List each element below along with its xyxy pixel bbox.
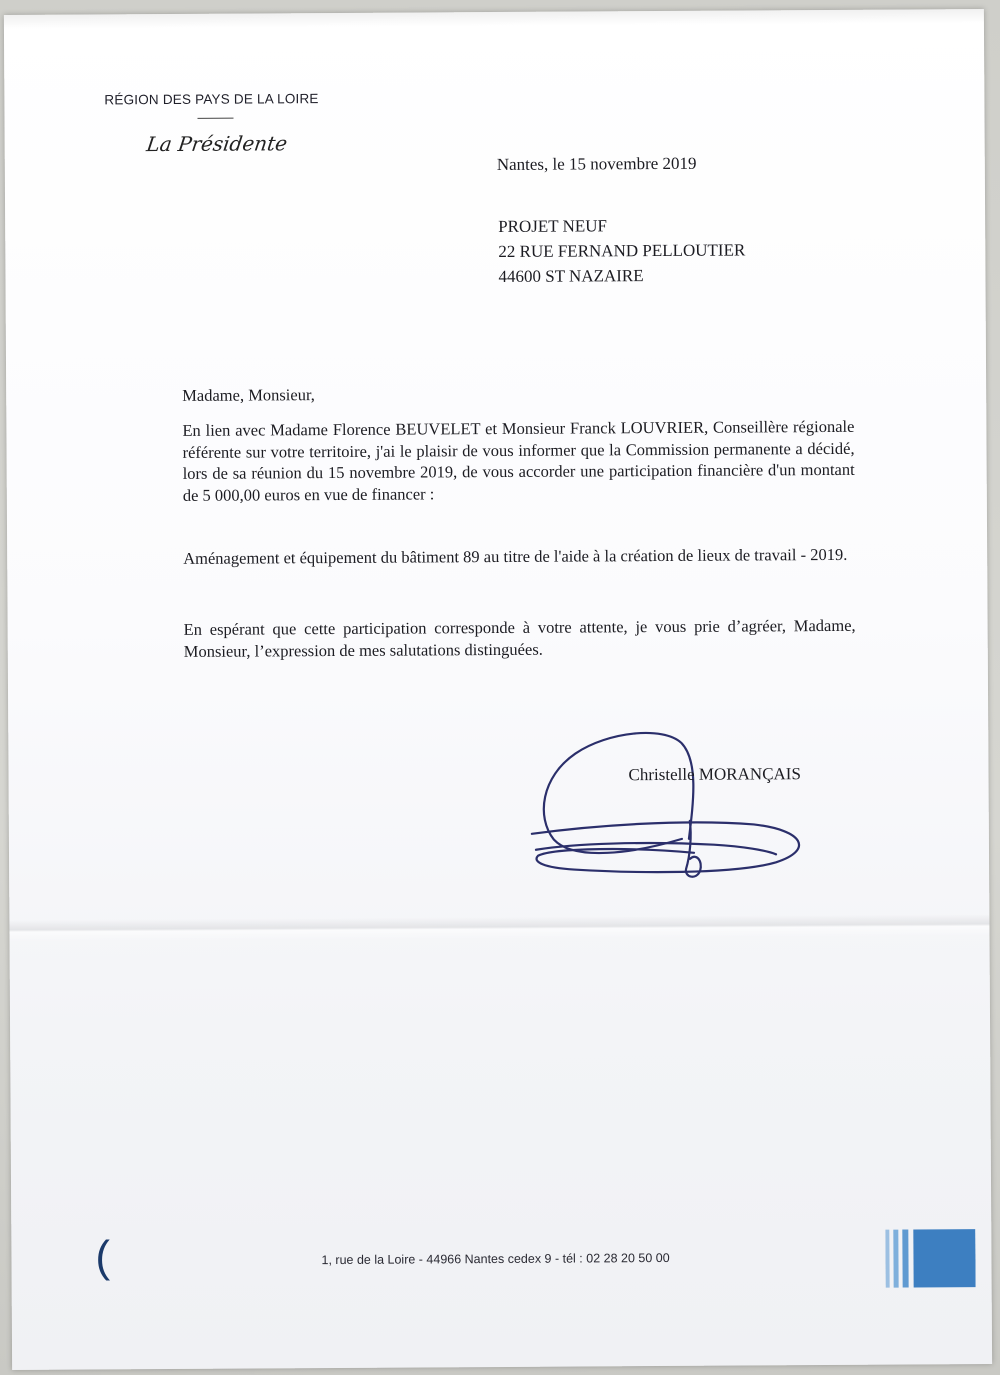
letterhead-divider: [198, 118, 234, 119]
body-paragraph-1: En lien avec Madame Florence BEUVELET et Monsieur Franck LOUVRIER, Conseillère régionale référente sur votre territoire, j'ai le plaisir de vous informer que la Commission permanente a décidé, lors de sa réunion du 15 novembre 2019, de vous accorder une participation financière d'un montant de 5 000,00 euros en vue de financer :: [182, 416, 855, 505]
recipient-line-2: 22 RUE FERNAND PELLOUTIER: [498, 240, 746, 261]
recipient-line-1: PROJET NEUF: [498, 216, 608, 236]
letterhead-organization: RÉGION DES PAYS DE LA LOIRE: [104, 91, 319, 108]
footer-bracket: (: [95, 1232, 111, 1282]
recipient-line-3: 44600 ST NAZAIRE: [498, 266, 644, 286]
letterhead-title: La Présidente: [145, 131, 289, 157]
fold-crease: [9, 914, 989, 942]
footer-address: 1, rue de la Loire - 44966 Nantes cedex 9 - tél : 02 28 20 50 00: [321, 1250, 670, 1268]
page-shadow-top: [4, 9, 984, 29]
handwritten-signature: [513, 720, 814, 892]
salutation: Madame, Monsieur,: [182, 385, 315, 405]
body-paragraph-3: En espérant que cette participation corresponde à votre attente, je vous prie d’agréer, Madame, Monsieur, l’expression de mes salutations distinguées.: [183, 615, 856, 661]
signer-name: Christelle MORANÇAIS: [628, 764, 801, 785]
body-paragraph-2: Aménagement et équipement du bâtiment 89 au titre de l'aide à la création de lieux de travail - 2019.: [183, 544, 848, 568]
region-logo-icon: [885, 1227, 975, 1290]
date-line: Nantes, le 15 novembre 2019: [496, 153, 697, 174]
letter-page: [4, 9, 992, 1370]
